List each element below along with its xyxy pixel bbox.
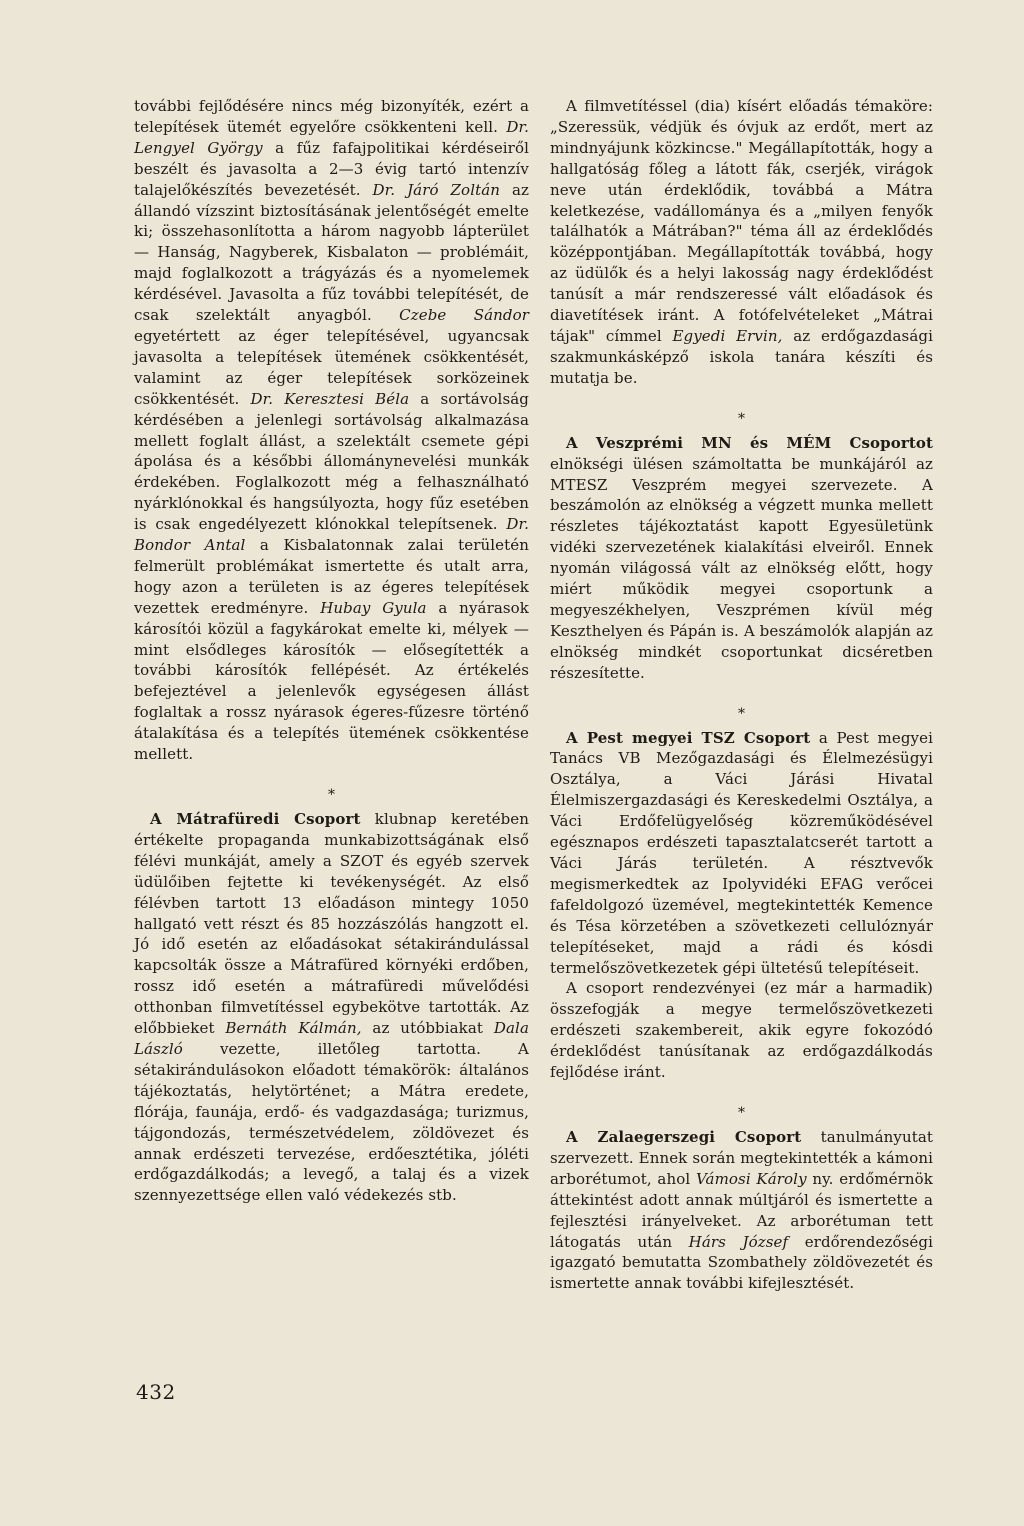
right-paragraph-1 (550, 96, 933, 389)
matrafuredi-csoport-paragraph (134, 809, 529, 1206)
text-run: vezette, illetőleg tartotta. A sétakirándulásokon előadott témakörök: általános tájékoztatás, helytörténet; a Mátra eredete, flórája, faunája, erdő- és vadgazdasága; turizmus, tájgondozás, természetvédelem, zöldövezet és annak erdészeti tervezése, erdőesztétika, jóléti erdőgazdálkodás; a levegő, a talaj és a vizek szennyezettsége ellen való védekezés stb. (134, 1039, 529, 1205)
person-name: Dr. Bondor Antal (134, 515, 529, 555)
text-run: a sortávolság kérdésében a jelenlegi sortávolság alkalmazása mellett foglalt állást, a szelektált csemete gépi ápolása és a későbbi állománynevelési munkák érdekében. Foglalkozott még a felhasználható nyárklónokkal és hangsúlyozta, hogy fűz esetében is csak engedélyezett klónokkal telepítsenek. (134, 389, 529, 534)
pest-megyei-csoport-paragraph-2 (550, 978, 933, 1083)
section-separator: * (737, 410, 746, 427)
veszpremi-csoport-paragraph (550, 433, 933, 684)
left-column (134, 96, 529, 1206)
text-run: ny. erdőmérnök áttekintést adott annak múltjáról és ismertette a fejlesztési irányelveket. Az arborétuman tett látogatás után (550, 1169, 933, 1251)
text-run: a Kisbalatonnak zalai területén felmerült problémákat ismertette és utalt arra, hogy azon a területen is az égeres telepítések vezettek eredményre. (134, 536, 529, 617)
person-name: Hárs József (688, 1232, 789, 1251)
text-run: tanulmányutat szervezett. Ennek során megtekintették a kámoni arborétumot, ahol (550, 1127, 934, 1188)
section-separator: * (737, 705, 746, 722)
text-run: erdőrendezőségi igazgató bemutatta Szombathely zöldövezetét és ismertette annak további kifejlesztését. (550, 1232, 933, 1293)
right-column (550, 96, 933, 1294)
person-name: Vámosi Károly (695, 1169, 807, 1188)
page-number: 432 (136, 1380, 176, 1404)
person-name: Hubay Gyula (320, 598, 427, 617)
text-run: a fűz fafajpolitikai kérdéseiről beszélt és javasolta a 2—3 évig tartó intenzív talajelőkészítés bevezetését. (134, 138, 529, 199)
text-run: klubnap keretében értékelte propaganda munkabizottságának első félévi munkáját, amely a SZOT és egyéb szervek üdülőiben fejtette ki tevékenységét. Az első félévben tartott 13 előadáson mintegy 1050 hallgató vett részt és 85 hozzászólás hangzott el. Jó idő esetén az előadásokat sétakirándulással kapcsolták össze a Mátrafüred környéki erdőben, rossz idő esetén a mátrafüredi művelődési otthonban filmvetítéssel egybekötve tartották. Az előbbieket (134, 810, 530, 1038)
group-name: A Veszprémi MN és MÉM Csoportot (566, 433, 933, 452)
person-name: Dala László (134, 1019, 530, 1058)
group-name: A Pest megyei TSZ Csoport (566, 728, 811, 747)
left-paragraph-1 (134, 96, 529, 765)
text-run: az állandó vízszint biztosításának jelentőségét emelte ki; összehasonlította a három nagyobb lápterület — Hanság, Nagyberek, Kisbalaton — problémáit, majd foglalkozott a trágyázás és a nyomelemek kérdésével. Javasolta a fűz további telepítését, de csak szelektált anyagból. (134, 180, 529, 325)
person-name: Czebe Sándor (399, 306, 529, 325)
text-run: a Pest megyei Tanács VB Mezőgazdasági és Élelmezésügyi Osztálya, a Váci Járási Hivatal Élelmiszergazdasági és Kereskedelmi Osztálya, a Váci Erdőfelügyelőség közreműködésével egésznapos erdészeti tapasztalatcserét tartott a Váci Járás területén. A résztvevők megismerkedtek az Ipolyvidéki EFAG verőcei fafeldolgozó üzemével, megtekintették Kemence és Tésa körzetében a szövetkezeti cellulóznyár telepítéseket, majd a rádi és kósdi termelőszövetkezetek gépi ültetésű telepítéseit. (550, 728, 933, 977)
section-separator: * (737, 1104, 746, 1121)
text-run: a nyárasok károsítói közül a fagykárokat emelte ki, mélyek — mint elsődleges károsítók — elősegítették a további károsítók fellépését. Az értékelés befejeztével a jelenlevők egységesen állást foglaltak a rossz nyárasok égeres-fűzesre történő átalakítása és a telepítés ütemének csökkentése mellett. (134, 598, 529, 764)
text-run: elnökségi ülésen számoltatta be munkájáról az MTESZ Veszprém megyei szervezete. A beszámolón az elnökség a végzett munka mellett részletes tájékoztatást kapott Egyesületünk vidéki szervezetének kialakítási elveiről. Ennek nyomán világossá vált az elnökség előtt, hogy miért működik megyei csoportunk a megyeszékhelyen, Veszprémen kívül még Keszthelyen és Pápán is. A beszámolók alapján az elnökség mindkét csoportunkat dicséretben részesítette. (550, 454, 933, 682)
person-name: Dr. Járó Zoltán (372, 180, 501, 199)
person-name: Bernáth Kálmán, (225, 1019, 362, 1038)
text-run: A filmvetítéssel (dia) kísért előadás témaköre: „Szeressük, védjük és óvjuk az erdőt, mert az mindnyájunk közkincse." Megállapították, hogy a hallgatóság főleg a látott fák, cserjék, virágok neve után érdeklődik, továbbá a Mátra keletkezése, vadállománya és a „milyen fenyők találhatók a Mátrában?" téma áll az érdeklődés középpontjában. Megállapították továbbá, hogy az üdülők és a helyi lakosság nagy érdeklődést tanúsít a már rendszeressé vált előadások és diavetítések iránt. A fotófelvételeket „Mátrai tájak" címmel (550, 97, 933, 345)
text-run: további fejlődésére nincs még bizonyíték, ezért a telepítések ütemét egyelőre csökkenteni kell. (134, 97, 529, 136)
text-run: egyetértett az éger telepítésével, ugyancsak javasolta a telepítések ütemének csökkentését, valamint az éger telepítések sorközeinek csökkentését. (134, 326, 529, 408)
group-name: A Mátrafüredi Csoport (150, 810, 361, 828)
group-name: A Zalaegerszegi Csoport (566, 1127, 802, 1146)
text-run: az utóbbiakat (361, 1019, 494, 1038)
person-name: Dr. Keresztesi Béla (250, 389, 410, 408)
person-name: Egyedi Ervin, (672, 326, 783, 345)
section-separator: * (327, 787, 336, 803)
text-run: A csoport rendezvényei (ez már a harmadik) összefogják a megye termelőszövetkezeti erdészeti szakembereit, akik egyre fokozódó érdeklődést tanúsítanak az erdőgazdálkodás fejlődése iránt. (550, 979, 933, 1082)
text-run: az erdőgazdasági szakmunkásképző iskola tanára készíti és mutatja be. (550, 326, 933, 387)
person-name: Dr. Lengyel György (134, 117, 529, 157)
pest-megyei-csoport-paragraph (550, 728, 933, 979)
zalaegerszegi-csoport-paragraph (550, 1127, 933, 1294)
